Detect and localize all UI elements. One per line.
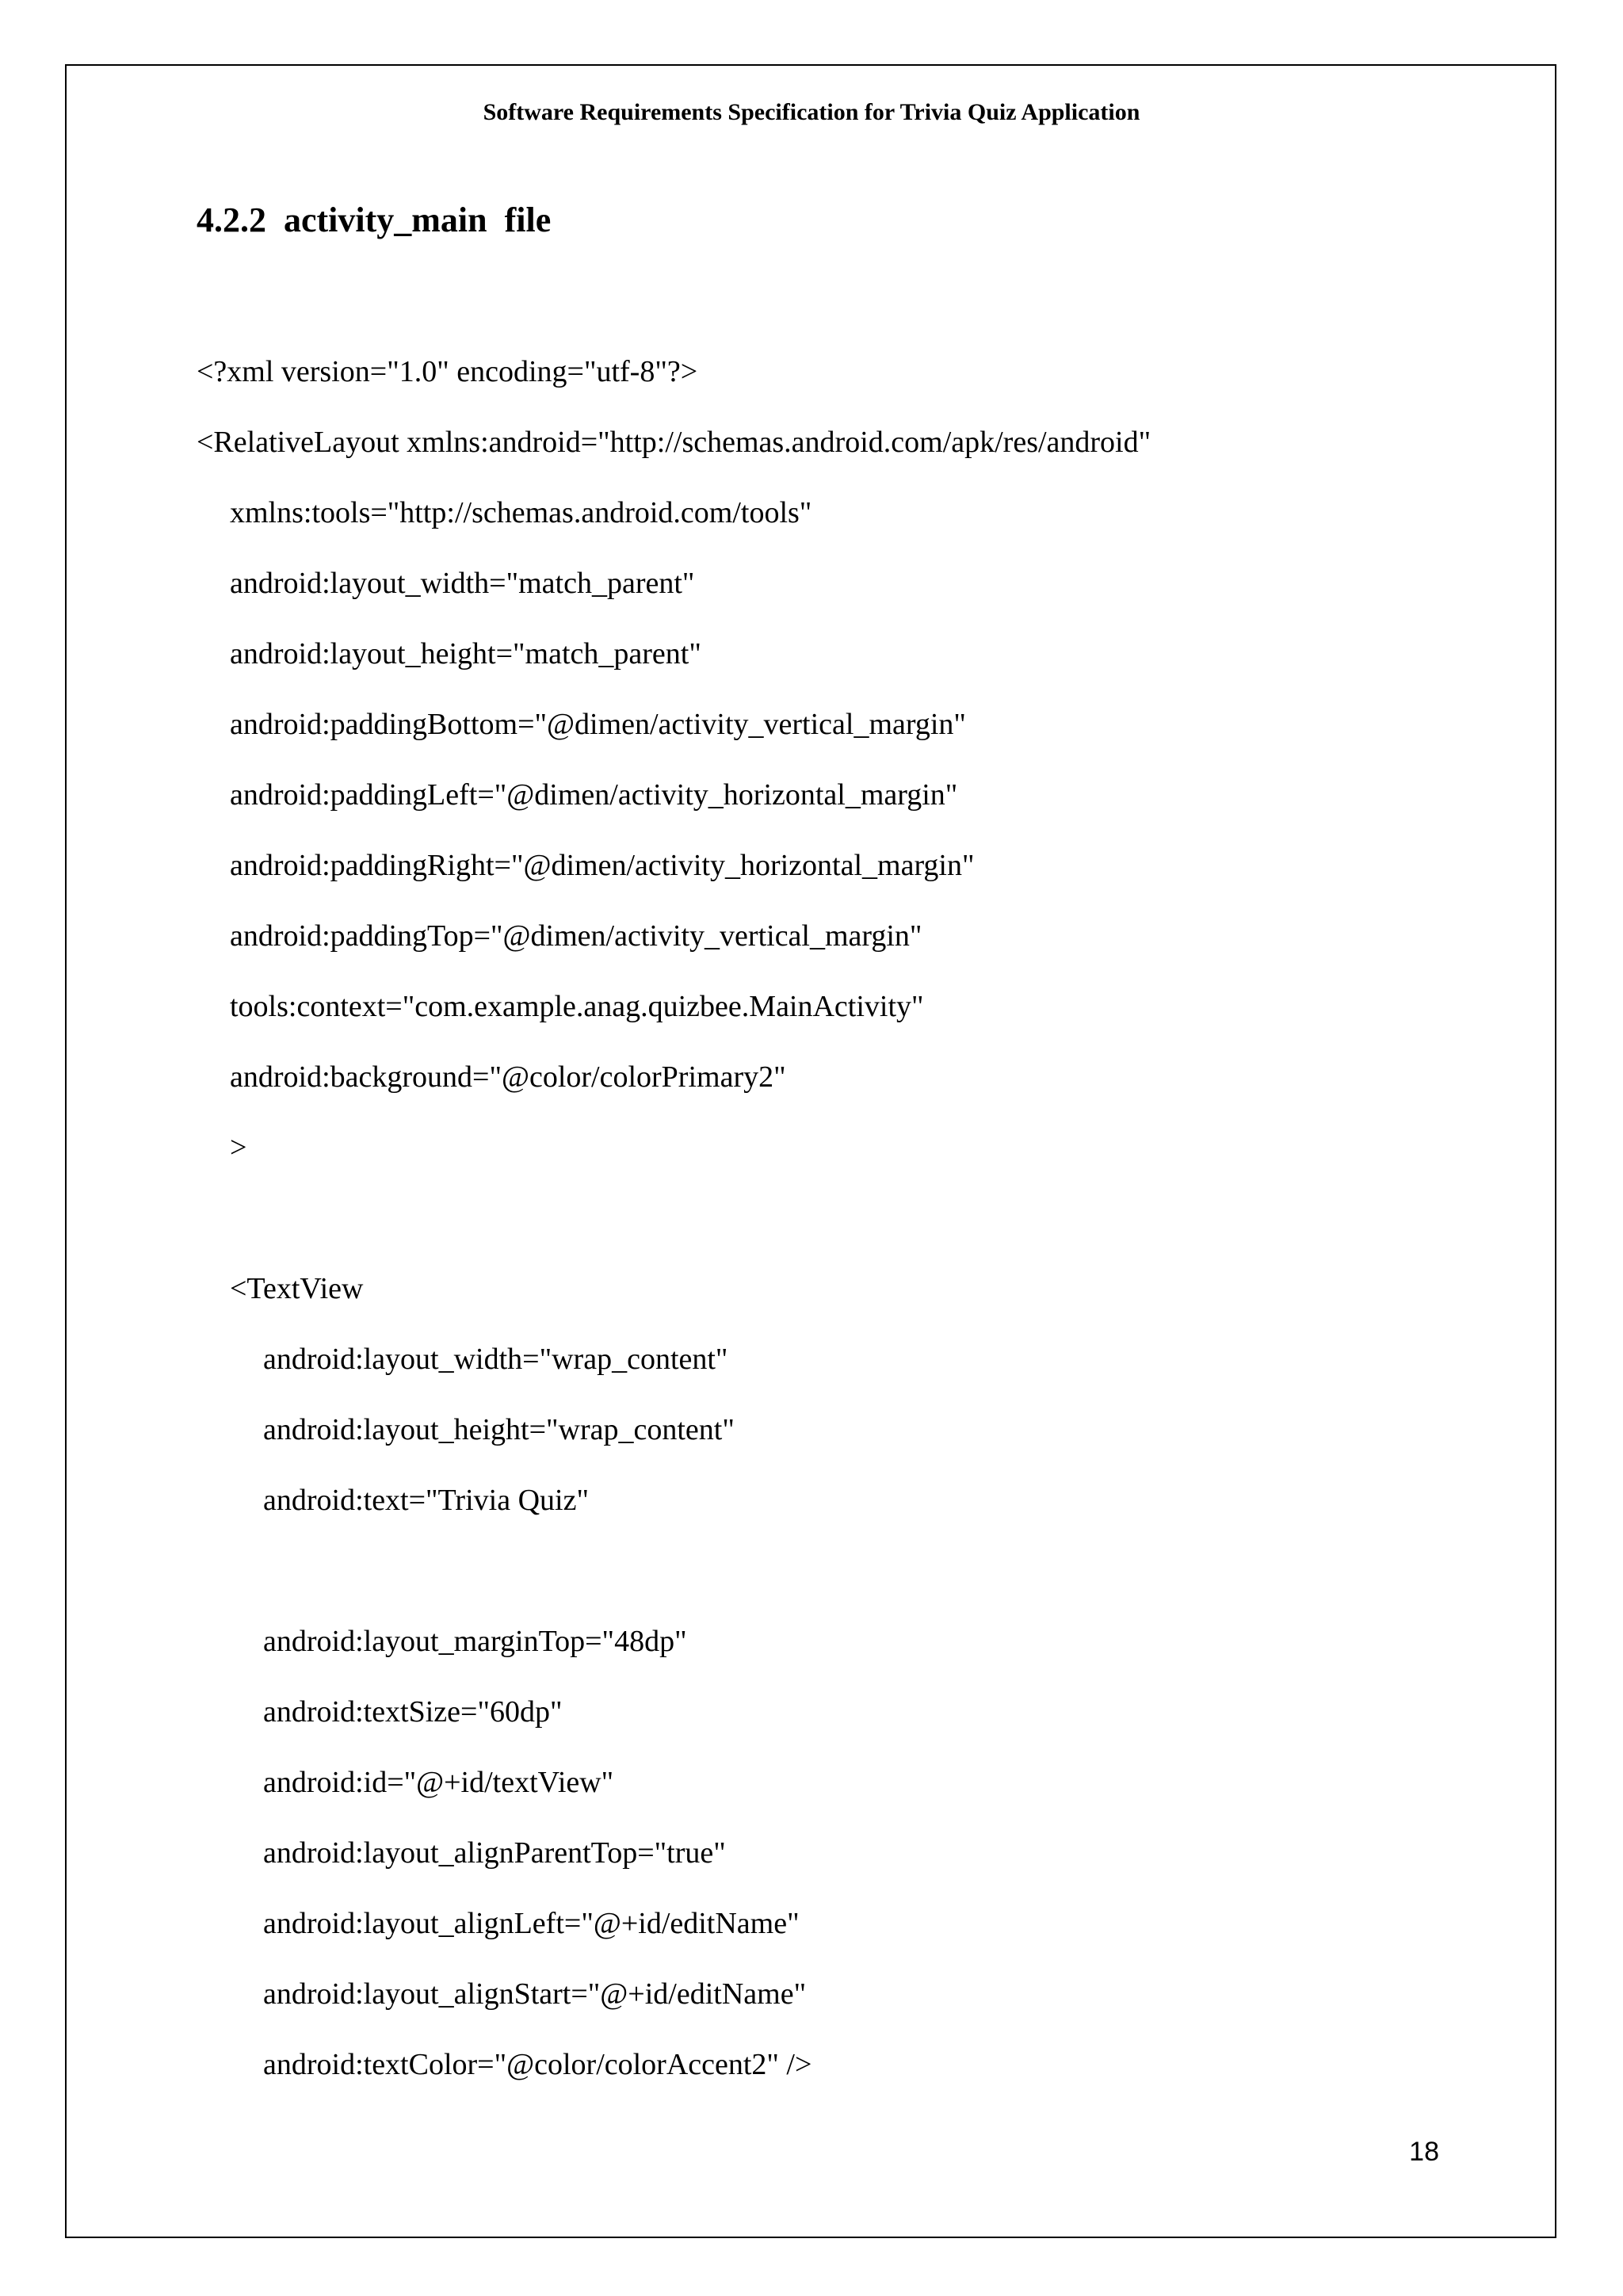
code-line: android:paddingBottom="@dimen/activity_vertical_margin" (230, 708, 966, 741)
code-line: android:layout_alignParentTop="true" (263, 1836, 726, 1870)
section-heading: 4.2.2 activity_main file (197, 201, 552, 239)
code-line: xmlns:tools="http://schemas.android.com/tools" (230, 496, 812, 529)
running-header: Software Requirements Specification for Trivia Quiz Application (483, 99, 1140, 125)
code-line: android:layout_marginTop="48dp" (263, 1625, 687, 1658)
code-line: <RelativeLayout xmlns:android="http://schemas.android.com/apk/res/android" (197, 426, 1151, 459)
code-line: android:background="@color/colorPrimary2" (230, 1060, 786, 1094)
code-line: android:textColor="@color/colorAccent2" /> (263, 2048, 812, 2081)
code-line: <TextView (230, 1272, 364, 1305)
code-line: android:paddingRight="@dimen/activity_horizontal_margin" (230, 849, 975, 882)
code-line: <?xml version="1.0" encoding="utf-8"?> (197, 355, 698, 388)
code-line: tools:context="com.example.anag.quizbee.MainActivity" (230, 990, 924, 1023)
code-line: android:id="@+id/textView" (263, 1766, 614, 1799)
code-line: android:layout_width="match_parent" (230, 567, 695, 600)
code-line: > (230, 1131, 247, 1164)
code-line: android:layout_alignStart="@+id/editName" (263, 1977, 807, 2011)
code-line: android:textSize="60dp" (263, 1695, 563, 1729)
code-line: android:text="Trivia Quiz" (263, 1484, 589, 1517)
code-line: android:layout_height="match_parent" (230, 637, 701, 670)
code-line: android:layout_alignLeft="@+id/editName" (263, 1907, 800, 1940)
code-line: android:layout_height="wrap_content" (263, 1413, 735, 1446)
page-number: 18 (1409, 2137, 1439, 2167)
code-line: android:paddingTop="@dimen/activity_vertical_margin" (230, 919, 922, 953)
code-line: android:layout_width="wrap_content" (263, 1343, 728, 1376)
code-line: android:paddingLeft="@dimen/activity_horizontal_margin" (230, 778, 958, 812)
